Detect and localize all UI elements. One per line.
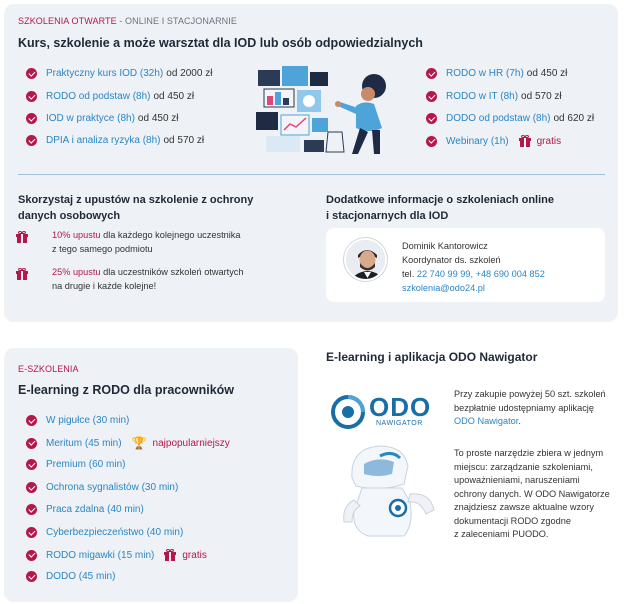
check-icon [426, 91, 437, 102]
check-icon [26, 550, 37, 561]
training-price: od 450 zł [153, 91, 195, 102]
illustration-panel [256, 112, 278, 130]
email-link[interactable]: szkolenia@odo24.pl [402, 283, 485, 293]
training-link[interactable]: DODO od podstaw (8h) [446, 113, 551, 124]
course-link[interactable]: Ochrona sygnalistów (30 min) [46, 482, 179, 493]
contact-phone: tel. 22 740 99 99, +48 690 004 852 [402, 269, 545, 279]
check-icon [26, 113, 37, 124]
odo-nawigator-link[interactable]: ODO Nawigator [454, 416, 519, 426]
training-link[interactable]: RODO w HR (7h) [446, 68, 524, 79]
open-trainings-title: Kurs, szkolenie a może warsztat dla IOD lub osób odpowiedzialnych [18, 36, 423, 50]
logo-subtext: NAWIGATOR [376, 420, 423, 427]
list-item[interactable] [426, 68, 567, 79]
illustration-leg [352, 128, 368, 154]
illustration-chart [303, 95, 315, 107]
check-icon [26, 438, 37, 449]
course-link[interactable]: Meritum (45 min) [46, 437, 122, 449]
illustration-panel [282, 66, 308, 86]
discount-promo-2: 25% upustu dla uczestników szkoleń otwartych na drugie i każde kolejne! [52, 267, 244, 291]
list-item[interactable] [26, 415, 129, 426]
contact-role: Koordynator ds. szkoleń [402, 255, 501, 265]
illustration-panel [310, 72, 328, 86]
course-link[interactable]: Praca zdalna (40 min) [46, 504, 144, 515]
list-item[interactable] [26, 68, 212, 79]
training-price: od 2000 zł [166, 68, 213, 79]
compass-icon [330, 394, 366, 430]
training-link[interactable]: Praktyczny kurs IOD (32h) [46, 68, 164, 79]
check-icon [26, 135, 37, 146]
list-item[interactable] [26, 527, 183, 538]
check-icon [26, 482, 37, 493]
gift-icon [164, 549, 176, 561]
list-item[interactable] [26, 571, 115, 582]
list-item[interactable] [426, 91, 562, 102]
list-item[interactable] [426, 135, 561, 147]
section-divider [18, 174, 605, 175]
training-link[interactable]: DPIA i analiza ryzyka (8h) [46, 135, 161, 146]
training-price: od 570 zł [163, 135, 205, 146]
logo-text: ODO [369, 392, 432, 422]
check-icon [26, 527, 37, 538]
discounts-title: Skorzystaj z upustów na szkolenie z ochrony danych osobowych [18, 194, 254, 222]
training-price: od 570 zł [521, 91, 562, 102]
illustration-leg [372, 130, 380, 154]
contact-details [402, 239, 545, 295]
illustration-panel [304, 140, 324, 152]
training-price: od 450 zł [137, 113, 179, 124]
course-link[interactable]: W pigułce (30 min) [46, 415, 130, 426]
illustration-panel [281, 115, 309, 135]
check-icon [426, 68, 437, 79]
app-title: E-learning i aplikacja ODO Nawigator [326, 350, 538, 364]
discount-promo-1: 10% upustu dla każdego kolejnego uczestnika z tego samego podmiotu [52, 230, 241, 254]
illustration-panel [266, 136, 300, 152]
gift-icon [16, 231, 28, 243]
list-item[interactable] [26, 91, 194, 102]
illustration-chair [326, 132, 344, 152]
check-icon [26, 504, 37, 515]
app-paragraph-2: To proste narzędzie zbiera w jednym miejscu: zarządzanie szkoleniami, upoważnieniami, naruszeniami ochrony danych. W ODO Nawigatorze znajdziesz zawsze aktualne wzory dokumentacji RODO zgodne z zaleceniami PUODO. [454, 448, 610, 539]
training-link[interactable]: RODO od podstaw (8h) [46, 91, 151, 102]
illustration-arm [338, 102, 358, 114]
list-item[interactable] [26, 504, 144, 515]
contact-card [326, 228, 605, 302]
course-link[interactable]: RODO migawki (15 min) [46, 549, 155, 561]
popular-badge: najpopularniejszy [152, 437, 230, 449]
list-item[interactable] [26, 459, 125, 470]
gratis-badge: gratis [536, 135, 562, 147]
gratis-badge: gratis [182, 549, 207, 561]
list-item[interactable] [26, 549, 207, 561]
illustration-panel [312, 118, 328, 132]
training-price: od 620 zł [553, 113, 595, 124]
phone-link[interactable]: 22 740 99 99, +48 690 004 852 [416, 269, 545, 279]
course-link[interactable]: Cyberbezpieczeństwo (40 min) [46, 527, 184, 538]
illustration-face [361, 87, 375, 101]
list-item[interactable] [26, 135, 204, 146]
check-icon [26, 571, 37, 582]
list-item[interactable] [26, 482, 178, 493]
robot-illustration [334, 440, 444, 544]
illustration-bar [275, 92, 281, 105]
course-link[interactable]: Premium (60 min) [46, 459, 126, 470]
list-item[interactable] [26, 437, 230, 449]
odo-logo [330, 394, 438, 430]
check-icon [426, 136, 437, 147]
list-item[interactable] [26, 113, 179, 124]
elearning-title: E-learning z RODO dla pracowników [18, 383, 235, 397]
contact-name: Dominik Kantorowicz [402, 241, 488, 251]
illustration-torso [356, 102, 382, 131]
check-icon [26, 91, 37, 102]
open-trainings-tag: SZKOLENIA OTWARTE - ONLINE I STACJONARNIE [18, 16, 237, 26]
check-icon [26, 68, 37, 79]
gift-icon [519, 135, 531, 147]
check-icon [26, 459, 37, 470]
trophy-icon: 🏆 [131, 436, 147, 450]
course-link[interactable]: DODO (45 min) [46, 571, 116, 582]
illustration-hand [335, 101, 341, 107]
person-photo-icon [346, 240, 387, 281]
training-link[interactable]: Webinary (1h) [446, 135, 509, 147]
illustration-bar [283, 98, 289, 105]
illustration-panel [258, 70, 280, 86]
app-paragraph-1: Przy zakupie powyżej 50 szt. szkoleń bezpłatnie udostępniamy aplikację ODO Nawigator. [454, 389, 606, 426]
illustration-bar [267, 96, 273, 105]
training-link[interactable]: IOD w praktyce (8h) [46, 113, 135, 124]
elearning-tag: E-SZKOLENIA [18, 364, 79, 374]
check-icon [426, 113, 437, 124]
check-icon [26, 415, 37, 426]
avatar [344, 238, 387, 281]
list-item[interactable] [426, 113, 594, 124]
training-link[interactable]: RODO w IT (8h) [446, 91, 519, 102]
illustration-person-dashboard [252, 62, 397, 160]
info-title: Dodatkowe informacje o szkoleniach online i stacjonarnych dla IOD [326, 194, 554, 222]
gift-icon [16, 268, 28, 280]
training-price: od 450 zł [526, 68, 568, 79]
